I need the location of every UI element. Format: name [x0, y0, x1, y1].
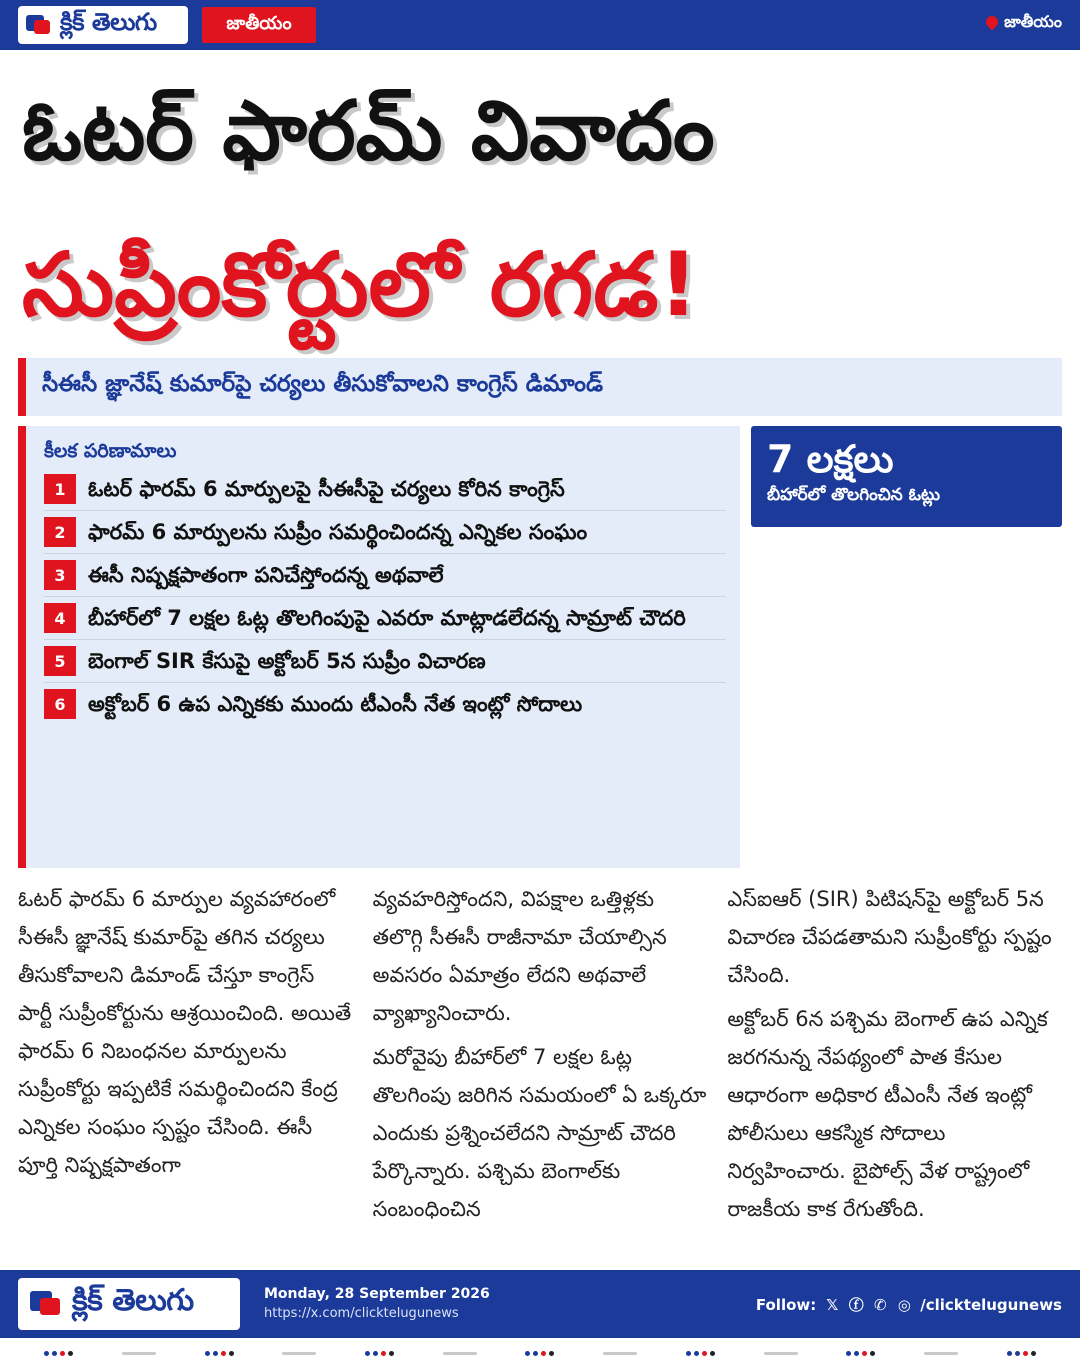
body-column-1: [18, 880, 353, 1260]
divider-dash: [764, 1352, 798, 1355]
key-point-number: 1: [44, 474, 76, 504]
divider-dash: [603, 1352, 637, 1355]
social-handle[interactable]: /clicktelugunews: [920, 1295, 1062, 1314]
location-label: జాతీయం: [1004, 12, 1062, 31]
logo-icon: [26, 13, 52, 37]
key-point: [44, 640, 726, 683]
key-point-text: బీహార్‌లో 7 లక్షల ఓట్ల తొలగింపుపై ఎవరూ మాట్లాడలేదన్న సామ్రాట్ చౌదరి: [88, 606, 686, 630]
stat-value: 7 లక్షలు: [767, 437, 894, 481]
stat-box: [751, 426, 1062, 527]
body-column-3: [727, 880, 1062, 1260]
dot-group: [686, 1351, 715, 1356]
whatsapp-icon[interactable]: ✆: [873, 1295, 887, 1314]
key-points-title: కీలక పరిణామాలు: [44, 440, 177, 462]
logo-text: క్లిక్ తెలుగు: [60, 8, 157, 36]
body-paragraph: అక్టోబర్ 6న పశ్చిమ బెంగాల్ ఉప ఎన్నిక జరగనున్న నేపథ్యంలో పాత కేసుల ఆధారంగా అధికార టీఎంసీ నేత ఇంట్లో పోలీసులు ఆకస్మిక సోదాలు నిర్వహించారు. బైపోల్స్ వేళ రాష్ట్రంలో రాజకీయ కాక రేగుతోంది.: [727, 1007, 1048, 1221]
body-paragraph: మరోవైపు బీహార్‌లో 7 లక్షల ఓట్ల తొలగింపు జరిగిన సమయంలో ఏ ఒక్కరూ ఎందుకు ప్రశ్నించలేదని సామ్రాట్ చౌదరి పేర్కొన్నారు. పశ్చిమ బెంగాల్‌కు సంబంధించిన: [372, 1045, 707, 1221]
x-icon[interactable]: 𝕏: [826, 1295, 839, 1314]
facebook-icon[interactable]: ⓕ: [848, 1296, 864, 1314]
key-point-number: 5: [44, 646, 76, 676]
brand-logo[interactable]: [18, 6, 188, 44]
logo-icon: [30, 1289, 62, 1319]
key-points-panel: [18, 426, 740, 868]
dot-group: [525, 1351, 554, 1356]
dot-group: [846, 1351, 875, 1356]
key-point-number: 3: [44, 560, 76, 590]
dot-group: [205, 1351, 234, 1356]
footer-logo[interactable]: [18, 1278, 240, 1330]
divider-dash: [924, 1352, 958, 1355]
divider-dash: [122, 1352, 156, 1355]
dot-group: [365, 1351, 394, 1356]
body-paragraph: ఎస్ఐఆర్ (SIR) పిటిషన్‌పై అక్టోబర్ 5న విచారణ చేపడతామని సుప్రీంకోర్టు స్పష్టం చేసింది.: [727, 887, 1052, 987]
top-bar: [0, 0, 1080, 50]
key-point: [44, 597, 726, 640]
footer-date: Monday, 28 September 2026: [264, 1286, 490, 1302]
follow-links: [756, 1294, 1062, 1315]
key-point-text: ఫారమ్ 6 మార్పులను సుప్రీం సమర్థించిందన్న ఎన్నికల సంఘం: [88, 520, 588, 544]
footer-bar: [0, 1270, 1080, 1338]
key-point: [44, 554, 726, 597]
stat-label: బీహార్‌లో తొలగించిన ఓట్లు: [767, 485, 941, 505]
location-pin-icon: [986, 16, 998, 32]
key-point-text: ఈసీ నిష్పక్షపాతంగా పనిచేస్తోందన్న అథవాలే: [88, 563, 444, 587]
body-paragraph: ఓటర్ ఫారమ్ 6 మార్పుల వ్యవహారంలో సీఈసీ జ్ఞానేష్ కుమార్‌పై తగిన చర్యలు తీసుకోవాలని డిమాండ్ చేస్తూ కాంగ్రెస్ పార్టీ సుప్రీంకోర్టును ఆశ్రయించింది. అయితే ఫారమ్ 6 నిబంధనల మార్పులను సుప్రీంకోర్టు ఇప్పటికే సమర్థించిందని కేంద్ర ఎన్నికల సంఘం స్పష్టం చేసింది. ఈసీ పూర్తి నిష్పక్షపాతంగా: [18, 887, 352, 1177]
divider-dash: [443, 1352, 477, 1355]
key-point: [44, 511, 726, 554]
key-point-number: 2: [44, 517, 76, 547]
footer-logo-text: క్లిక్ తెలుగు: [72, 1283, 194, 1318]
key-point: [44, 468, 726, 511]
key-point-text: బెంగాల్ SIR కేసుపై అక్టోబర్ 5న సుప్రీం విచారణ: [88, 649, 486, 673]
key-point-number: 4: [44, 603, 76, 633]
subheadline-strip: [18, 358, 1062, 416]
key-point-number: 6: [44, 689, 76, 719]
key-point-text: ఓటర్ ఫారమ్ 6 మార్పులపై సీఈసీపై చర్యలు కోరిన కాంగ్రెస్: [88, 477, 565, 501]
headline-line-2: సుప్రీంకోర్టులో రగడ!: [22, 233, 699, 336]
decorative-divider: [0, 1342, 1080, 1365]
category-badge[interactable]: జాతీయం: [202, 7, 316, 43]
body-column-2: [373, 880, 708, 1260]
dot-group: [44, 1351, 73, 1356]
location-tag: [986, 12, 1062, 35]
body-paragraph: వ్యవహరిస్తోందని, విపక్షాల ఒత్తిళ్లకు తలొగ్గి సీఈసీ రాజీనామా చేయాల్సిన అవసరం ఏమాత్రం లేదని అథవాలే వ్యాఖ్యానించారు.: [372, 887, 667, 1025]
instagram-icon[interactable]: ◎: [897, 1295, 911, 1314]
subheadline-text: సీఈసీ జ్ఞానేష్ కుమార్‌పై చర్యలు తీసుకోవాలని కాంగ్రెస్ డిమాండ్: [42, 371, 603, 397]
follow-label: Follow:: [755, 1295, 817, 1314]
headline-line-1: ఓటర్ ఫారమ్ వివాదం: [22, 84, 715, 179]
dot-group: [1007, 1351, 1036, 1356]
footer-url[interactable]: https://x.com/clicktelugunews: [264, 1306, 459, 1321]
divider-dash: [282, 1352, 316, 1355]
key-point-text: అక్టోబర్ 6 ఉప ఎన్నికకు ముందు టీఎంసీ నేత ఇంట్లో సోదాలు: [88, 692, 583, 716]
article-body: [18, 880, 1062, 1260]
key-point: [44, 683, 726, 725]
